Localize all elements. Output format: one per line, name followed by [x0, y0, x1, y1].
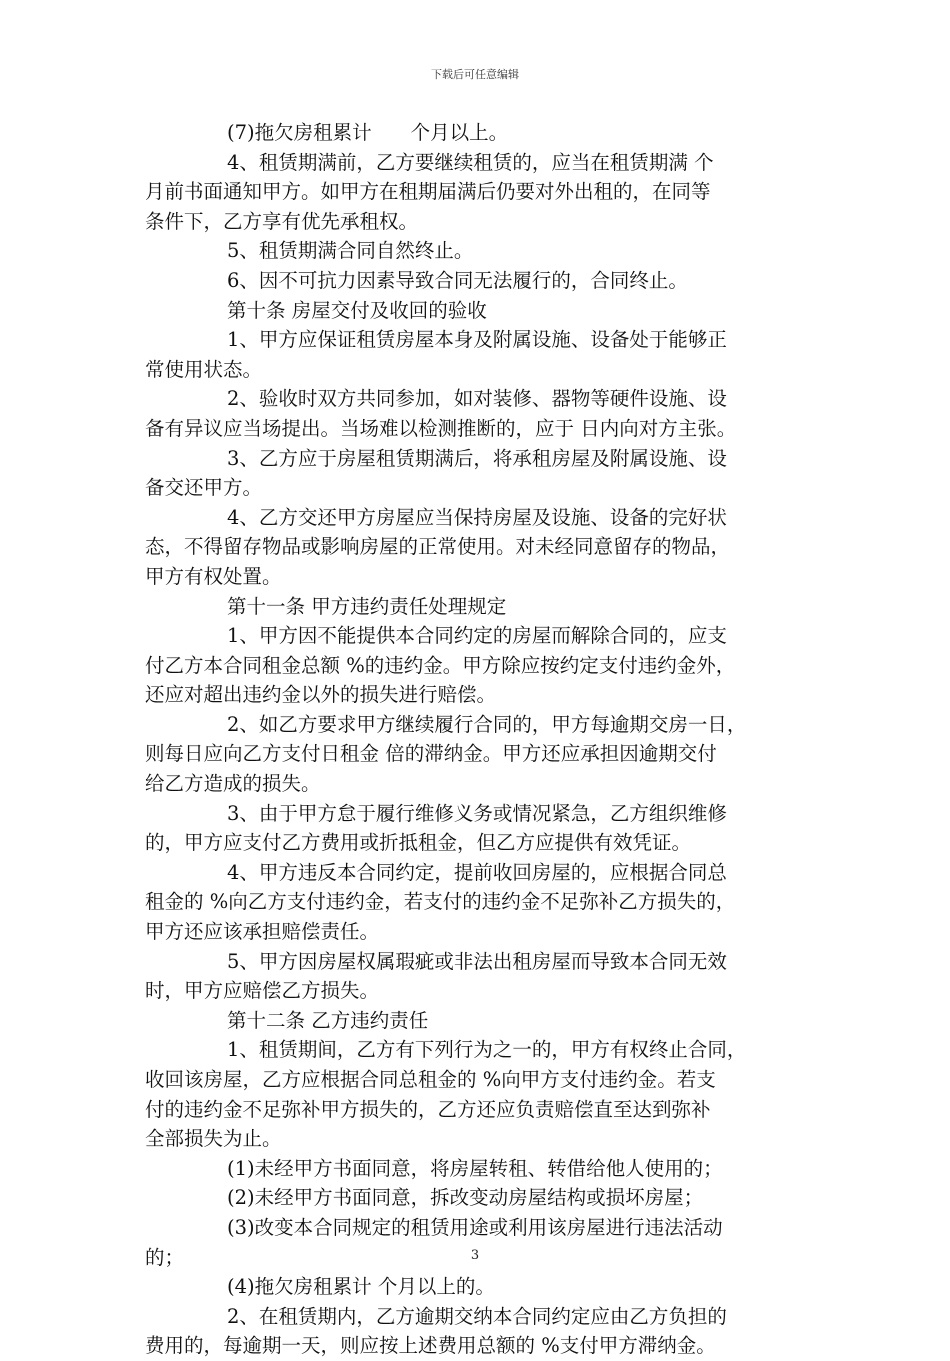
text-line: 费用的，每逾期一天，则应按上述费用总额的 %支付甲方滞纳金。 [145, 1334, 716, 1358]
text-line: 4、乙方交还甲方房屋应当保持房屋及设施、设备的完好状 [227, 505, 727, 529]
text-line: 5、租赁期满合同自然终止。 [227, 239, 474, 263]
document-body [145, 118, 820, 1361]
text-line: 租金的 %向乙方支付违约金，若支付的违约金不足弥补乙方损失的， [145, 890, 736, 914]
text-line: 1、租赁期间，乙方有下列行为之一的，甲方有权终止合同， [227, 1038, 747, 1062]
text-line: 时，甲方应赔偿乙方损失。 [145, 979, 380, 1003]
text-line: 6、因不可抗力因素导致合同无法履行的，合同终止。 [227, 268, 688, 292]
text-line: 备交还甲方。 [145, 476, 263, 500]
text-line: 给乙方造成的损失。 [145, 772, 321, 796]
text-line: 备有异议应当场提出。当场难以检测推断的，应于 日内向对方主张。 [145, 416, 737, 440]
text-line: 5、甲方因房屋权属瑕疵或非法出租房屋而导致本合同无效 [227, 949, 727, 973]
text-line: 全部损失为止。 [145, 1127, 282, 1151]
text-line: 态，不得留存物品或影响房屋的正常使用。对未经同意留存的物品， [145, 535, 731, 559]
text-line: 甲方有权处置。 [145, 564, 282, 588]
text-line: (1)未经甲方书面同意，将房屋转租、转借给他人使用的； [227, 1156, 723, 1180]
text-line: 3、由于甲方怠于履行维修义务或情况紧急，乙方组织维修 [227, 801, 727, 825]
text-line: 1、甲方因不能提供本合同约定的房屋而解除合同的，应支 [227, 624, 727, 648]
text-line: 条件下，乙方享有优先承租权。 [145, 209, 419, 233]
text-line: 4、甲方违反本合同约定，提前收回房屋的，应根据合同总 [227, 860, 727, 884]
text-line: 2、如乙方要求甲方继续履行合同的，甲方每逾期交房一日， [227, 712, 747, 736]
text-line: 第十条 房屋交付及收回的验收 [227, 298, 487, 322]
page-number: 3 [470, 1248, 480, 1263]
text-line: 的，甲方应支付乙方费用或折抵租金，但乙方应提供有效凭证。 [145, 831, 692, 855]
text-line: (4)拖欠房租累计 个月以上的。 [227, 1275, 495, 1299]
text-line: 2、在租赁期内，乙方逾期交纳本合同约定应由乙方负担的 [227, 1304, 727, 1328]
text-line: 第十一条 甲方违约责任处理规定 [227, 594, 507, 618]
text-line: 1、甲方应保证租赁房屋本身及附属设施、设备处于能够正 [227, 328, 727, 352]
text-line: 4、租赁期满前，乙方要继续租赁的，应当在租赁期满 个 [227, 150, 714, 174]
text-line: 2、验收时双方共同参加，如对装修、器物等硬件设施、设 [227, 387, 727, 411]
text-line: 甲方还应该承担赔偿责任。 [145, 920, 380, 944]
text-line: 付的违约金不足弥补甲方损失的，乙方还应负责赔偿直至达到弥补 [145, 1097, 711, 1121]
text-line: (3)改变本合同规定的租赁用途或利用该房屋进行违法活动 [227, 1215, 723, 1239]
text-line: 第十二条 乙方违约责任 [227, 1008, 429, 1032]
text-line: (2)未经甲方书面同意，拆改变动房屋结构或损坏房屋； [227, 1186, 704, 1210]
text-line: 3、乙方应于房屋租赁期满后，将承租房屋及附属设施、设 [227, 446, 727, 470]
text-line: 则每日应向乙方支付日租金 倍的滞纳金。甲方还应承担因逾期交付 [145, 742, 717, 766]
text-line: 常使用状态。 [145, 357, 263, 381]
text-line: 还应对超出违约金以外的损失进行赔偿。 [145, 683, 497, 707]
page-header: 下载后可任意编辑 [431, 68, 519, 81]
text-line: 收回该房屋，乙方应根据合同总租金的 %向甲方支付违约金。若支 [145, 1068, 716, 1091]
text-line: 月前书面通知甲方。如甲方在租期届满后仍要对外出租的，在同等 [145, 180, 711, 204]
text-line: (7)拖欠房租累计 个月以上。 [227, 121, 509, 144]
text-line: 付乙方本合同租金总额 %的违约金。甲方除应按约定支付违约金外， [145, 653, 736, 677]
text-line: 的； [145, 1245, 185, 1269]
